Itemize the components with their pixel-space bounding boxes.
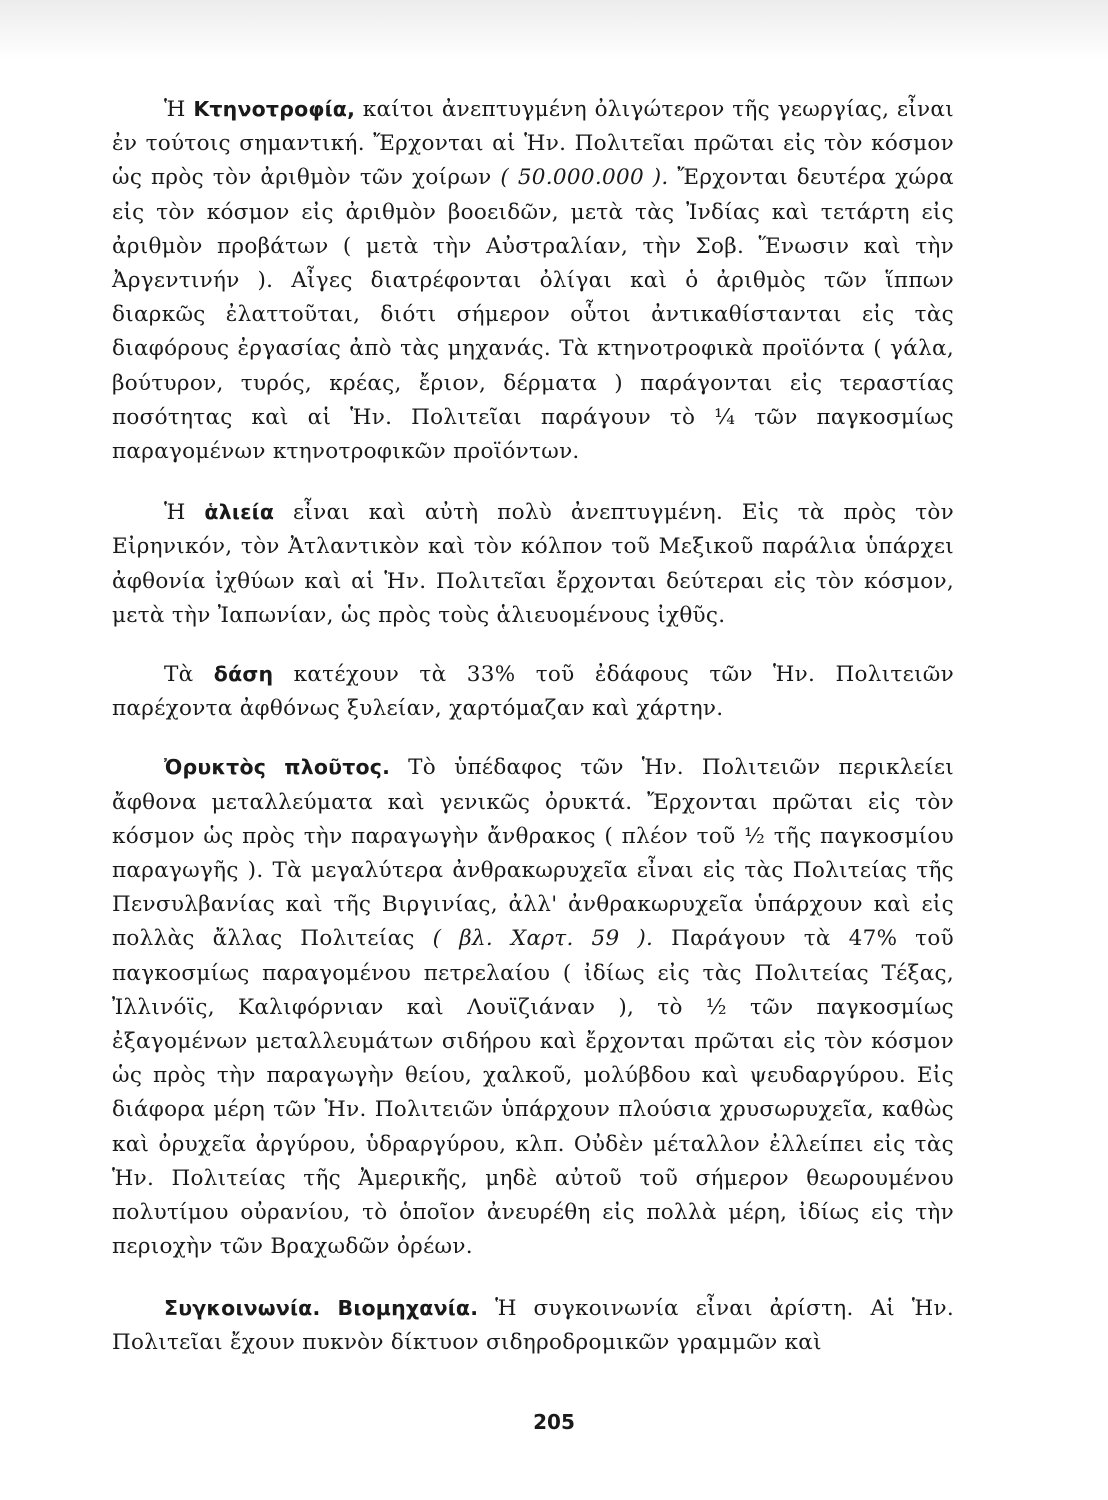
paragraph-text-continued: Ἔρχονται δευτέρα χώρα εἰς τὸν κόσμον εἰς ἀριθμὸν βοοειδῶν, μετὰ τὰς Ἰνδίας καὶ τετάρτη εἰς ἀριθμὸν προβάτων ( μετὰ τὴν Αὐστραλίαν, τὴν Σοβ. Ἕνωσιν καὶ τὴν Ἀργεντινήν ). Αἶγες διατρέφονται ὀλίγαι καὶ ὁ ἀριθμὸς τῶν ἵππων διαρκῶς ἐλαττοῦται, διότι σήμερον οὗτοι ἀντικαθίστανται εἰς τὰς διαφόρους ἐργασίας ἀπὸ τὰς μηχανάς. Τὰ κτηνοτροφικὰ προϊόντα ( γάλα, βούτυρον, τυρός, κρέας, ἔριον, δέρματα ) παράγονται εἰς τεραστίας ποσότητας καὶ αἱ Ἡν. Πολιτεῖαι παράγουν τὸ ¼ τῶν παγκοσμίως παραγομένων κτηνοτροφικῶν προϊόντων.: [112, 165, 954, 465]
scan-shadow: [0, 0, 1108, 60]
paragraph-forests: [112, 657, 954, 726]
paragraph-text-continued: Παράγουν τὰ 47% τοῦ παγκοσμίως παραγομένου πετρελαίου ( ἰδίως εἰς τὰς Πολιτείας Τέξας, Ἰλλινόϊς, Καλιφόρνιαν καὶ Λουϊζιάναν ), τὸ ½ τῶν παγκοσμίως ἐξαγομένων μεταλλευμάτων σιδήρου καὶ ἔρχονται πρῶται εἰς τὸν κόσμον ὡς πρὸς τὴν παραγωγὴν θείου, χαλκοῦ, μολύβδου καὶ ψευδαργύρου. Εἰς διάφορα μέρη τῶν Ἡν. Πολιτειῶν ὑπάρχουν πλούσια χρυσωρυχεῖα, καθὼς καὶ ὀρυχεῖα ἀργύρου, ὑδραργύρου, κλπ. Οὐδὲν μέταλλον ἐλλείπει εἰς τὰς Ἡν. Πολιτείας τῆς Ἀμερικῆς, μηδὲ αὐτοῦ τοῦ σήμερον θεωρουμένου πολυτίμου οὐρανίου, τὸ ὁποῖον ἀνευρέθη εἰς πολλὰ μέρη, ἰδίως εἰς τὴν περιοχὴν τῶν Βραχωδῶν ὀρέων.: [112, 926, 954, 1260]
text-body: [112, 92, 954, 1386]
paragraph-text: Ἡ συγκοινωνία εἶναι ἀρίστη. Αἱ Ἡν. Πολιτεῖαι ἔχουν πυκνὸν δίκτυον σιδηροδρομικῶν γραμμῶν καὶ: [112, 1295, 954, 1355]
paragraph-transport: [112, 1291, 954, 1360]
map-reference: ( βλ. Χαρτ. 59 ).: [432, 926, 654, 952]
heading-livestock: Κτηνοτροφία,: [193, 97, 356, 121]
paragraph-text: καίτοι ἀνεπτυγμένη ὀλιγώτερον τῆς γεωργίας, εἶναι ἐν τούτοις σημαντική. Ἔρχονται αἱ Ἡν. Πολιτεῖαι πρῶται εἰς τὸν κόσμον ὡς πρὸς τὸν ἀριθμὸν τῶν χοίρων: [112, 97, 954, 191]
heading-fishing: ἁλιεία: [204, 500, 275, 525]
heading-minerals: Ὀρυκτὸς πλοῦτος.: [164, 755, 391, 780]
paragraph-minerals: [112, 750, 954, 1264]
paragraph-text: κατέχουν τὰ 33% τοῦ ἐδάφους τῶν Ἡν. Πολιτειῶν παρέχοντα ἀφθόνως ξυλείαν, χαρτόμαζαν καὶ χάρτην.: [112, 662, 954, 722]
page-number: 205: [533, 1410, 575, 1434]
paragraph-lead: Τὰ: [164, 662, 194, 688]
paragraph-livestock: [112, 92, 954, 469]
paragraph-lead: Ἡ: [164, 97, 186, 122]
figure-pigs: ( 50.000.000 ).: [500, 165, 669, 191]
paragraph-fishing: [112, 495, 954, 633]
heading-forests: δάση: [213, 662, 274, 687]
paragraph-text: Τὸ ὑπέδαφος τῶν Ἡν. Πολιτειῶν περικλείει ἄφθονα μεταλλεύματα καὶ γενικῶς ὀρυκτά. Ἔρχονται πρῶται εἰς τὸν κόσμον ὡς πρὸς τὴν παραγωγὴν ἄνθρακος ( πλέον τοῦ ½ τῆς παγκοσμίου παραγωγῆς ). Τὰ μεγαλύτερα ἀνθρακωρυχεῖα εἶναι εἰς τὰς Πολιτείας τῆς Πενσυλβανίας καὶ τῆς Βιργινίας, ἀλλ' ἀνθρακωρυχεῖα ὑπάρχουν καὶ εἰς πολλὰς ἄλλας Πολιτείας: [112, 755, 954, 952]
paragraph-lead: Ἡ: [164, 500, 186, 526]
paragraph-text: εἶναι καὶ αὐτὴ πολὺ ἀνεπτυγμένη. Εἰς τὰ πρὸς τὸν Εἰρηνικόν, τὸν Ἀτλαντικὸν καὶ τὸν κόλπον τοῦ Μεξικοῦ παράλια ὑπάρχει ἀφθονία ἰχθύων καὶ αἱ Ἡν. Πολιτεῖαι ἔρχονται δεύτεραι εἰς τὸν κόσμον, μετὰ τὴν Ἰαπωνίαν, ὡς πρὸς τοὺς ἁλιευομένους ἰχθῦς.: [112, 500, 955, 628]
heading-transport: Συγκοινωνία. Βιομηχανία.: [164, 1295, 479, 1320]
